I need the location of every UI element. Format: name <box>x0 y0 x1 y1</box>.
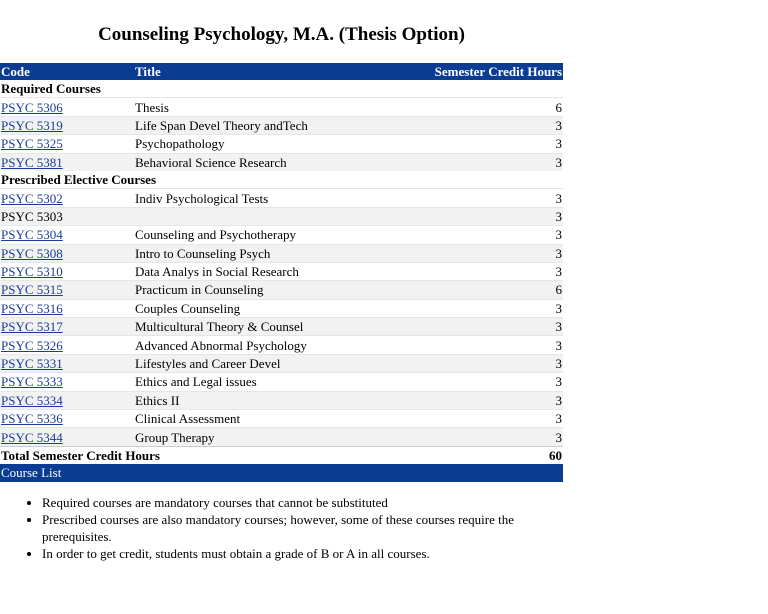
course-code-link[interactable]: PSYC 5326 <box>1 337 63 353</box>
course-code-cell <box>0 98 134 116</box>
table-row <box>0 135 563 153</box>
table-row <box>0 373 563 391</box>
course-code-link[interactable]: PSYC 5304 <box>1 227 63 243</box>
notes-list <box>18 494 582 562</box>
course-code-link[interactable]: PSYC 5344 <box>1 429 63 445</box>
course-title-cell: Data Analys in Social Research <box>134 262 381 280</box>
course-hours-cell: 3 <box>381 373 563 391</box>
course-code-cell <box>0 153 134 171</box>
course-code-cell <box>0 354 134 372</box>
section-header-row <box>0 171 563 189</box>
column-header-code: Code <box>0 63 134 80</box>
course-title-cell: Intro to Counseling Psych <box>134 244 381 262</box>
course-hours-cell: 3 <box>381 336 563 354</box>
course-code-cell <box>0 244 134 262</box>
course-title-cell: Counseling and Psychotherapy <box>134 226 381 244</box>
course-title-cell: Indiv Psychological Tests <box>134 189 381 207</box>
course-hours-cell: 3 <box>381 189 563 207</box>
section-title: Required Courses <box>1 81 101 97</box>
table-row <box>0 153 563 171</box>
course-title-cell: Ethics and Legal issues <box>134 373 381 391</box>
total-row <box>0 446 563 464</box>
course-hours-cell: 3 <box>381 318 563 336</box>
course-code-cell <box>0 116 134 134</box>
course-table <box>0 63 563 482</box>
course-title-cell: Ethics II <box>134 391 381 409</box>
course-hours-cell: 3 <box>381 207 563 225</box>
course-title-cell: Group Therapy <box>134 428 381 446</box>
column-header-title: Title <box>134 63 381 80</box>
table-row <box>0 98 563 116</box>
course-code-link[interactable]: PSYC 5331 <box>1 356 63 372</box>
course-title-cell: Life Span Devel Theory andTech <box>134 116 381 134</box>
course-code-cell <box>0 336 134 354</box>
course-code-link[interactable]: PSYC 5325 <box>1 136 63 152</box>
course-code-cell <box>0 207 134 225</box>
course-hours-cell: 3 <box>381 135 563 153</box>
course-code-link[interactable]: PSYC 5381 <box>1 154 63 170</box>
course-code-cell <box>0 391 134 409</box>
course-code-cell <box>0 299 134 317</box>
course-code-cell <box>0 226 134 244</box>
table-row <box>0 226 563 244</box>
course-hours-cell: 6 <box>381 98 563 116</box>
course-title-cell: Practicum in Counseling <box>134 281 381 299</box>
course-code-link[interactable]: PSYC 5319 <box>1 117 63 133</box>
note-item: • Required courses are mandatory courses that cannot be substituted <box>42 494 582 511</box>
table-row <box>0 116 563 134</box>
course-title-cell: Clinical Assessment <box>134 410 381 428</box>
course-title-cell: Multicultural Theory & Counsel <box>134 318 381 336</box>
page-title: Counseling Psychology, M.A. (Thesis Option) <box>98 24 465 45</box>
course-hours-cell: 3 <box>381 410 563 428</box>
course-code-link[interactable]: PSYC 5336 <box>1 411 63 427</box>
course-code-link[interactable]: PSYC 5316 <box>1 300 63 316</box>
course-hours-cell: 3 <box>381 116 563 134</box>
table-row <box>0 391 563 409</box>
total-label: Total Semester Credit Hours <box>0 446 381 464</box>
course-title-cell: Behavioral Science Research <box>134 153 381 171</box>
course-code-cell <box>0 373 134 391</box>
course-hours-cell: 3 <box>381 354 563 372</box>
course-hours-cell: 3 <box>381 299 563 317</box>
course-code-cell <box>0 281 134 299</box>
section-title: Prescribed Elective Courses <box>1 172 156 188</box>
course-title-cell: Advanced Abnormal Psychology <box>134 336 381 354</box>
table-row <box>0 318 563 336</box>
course-code-link[interactable]: PSYC 5334 <box>1 392 63 408</box>
table-row <box>0 354 563 372</box>
course-code-cell <box>0 135 134 153</box>
course-title-cell: Couples Counseling <box>134 299 381 317</box>
course-code-link[interactable]: PSYC 5310 <box>1 264 63 280</box>
course-code-link[interactable]: PSYC 5333 <box>1 374 63 390</box>
course-code: PSYC 5303 <box>1 208 63 224</box>
course-hours-cell: 3 <box>381 262 563 280</box>
course-code-cell <box>0 428 134 446</box>
table-row <box>0 189 563 207</box>
table-row <box>0 299 563 317</box>
course-hours-cell: 3 <box>381 226 563 244</box>
course-code-cell <box>0 262 134 280</box>
course-code-cell <box>0 410 134 428</box>
course-hours-cell: 3 <box>381 428 563 446</box>
course-title-cell: Psychopathology <box>134 135 381 153</box>
table-row <box>0 207 563 225</box>
course-code-cell <box>0 189 134 207</box>
course-code-link[interactable]: PSYC 5306 <box>1 99 63 115</box>
course-list-footer-row <box>0 464 563 481</box>
course-code-link[interactable]: PSYC 5317 <box>1 319 63 335</box>
course-code-link[interactable]: PSYC 5308 <box>1 245 63 261</box>
course-title-cell <box>134 207 381 225</box>
course-hours-cell: 3 <box>381 153 563 171</box>
course-code-cell <box>0 318 134 336</box>
course-hours-cell: 3 <box>381 244 563 262</box>
course-list-label: Course List <box>0 464 563 481</box>
course-hours-cell: 6 <box>381 281 563 299</box>
course-title-cell: Thesis <box>134 98 381 116</box>
section-header-row <box>0 80 563 98</box>
table-row <box>0 262 563 280</box>
table-header-row <box>0 63 563 80</box>
column-header-hours: Semester Credit Hours <box>381 63 563 80</box>
table-row <box>0 428 563 446</box>
table-row <box>0 410 563 428</box>
note-item: • Prescribed courses are also mandatory courses; however, some of these courses require the prerequisites. <box>42 511 582 545</box>
course-title-cell: Lifestyles and Career Devel <box>134 354 381 372</box>
table-row <box>0 281 563 299</box>
course-hours-cell: 3 <box>381 391 563 409</box>
note-item: • In order to get credit, students must obtain a grade of B or A in all courses. <box>42 545 582 562</box>
total-hours: 60 <box>381 446 563 464</box>
course-code-link[interactable]: PSYC 5302 <box>1 190 63 206</box>
table-row <box>0 336 563 354</box>
table-row <box>0 244 563 262</box>
course-code-link[interactable]: PSYC 5315 <box>1 282 63 298</box>
